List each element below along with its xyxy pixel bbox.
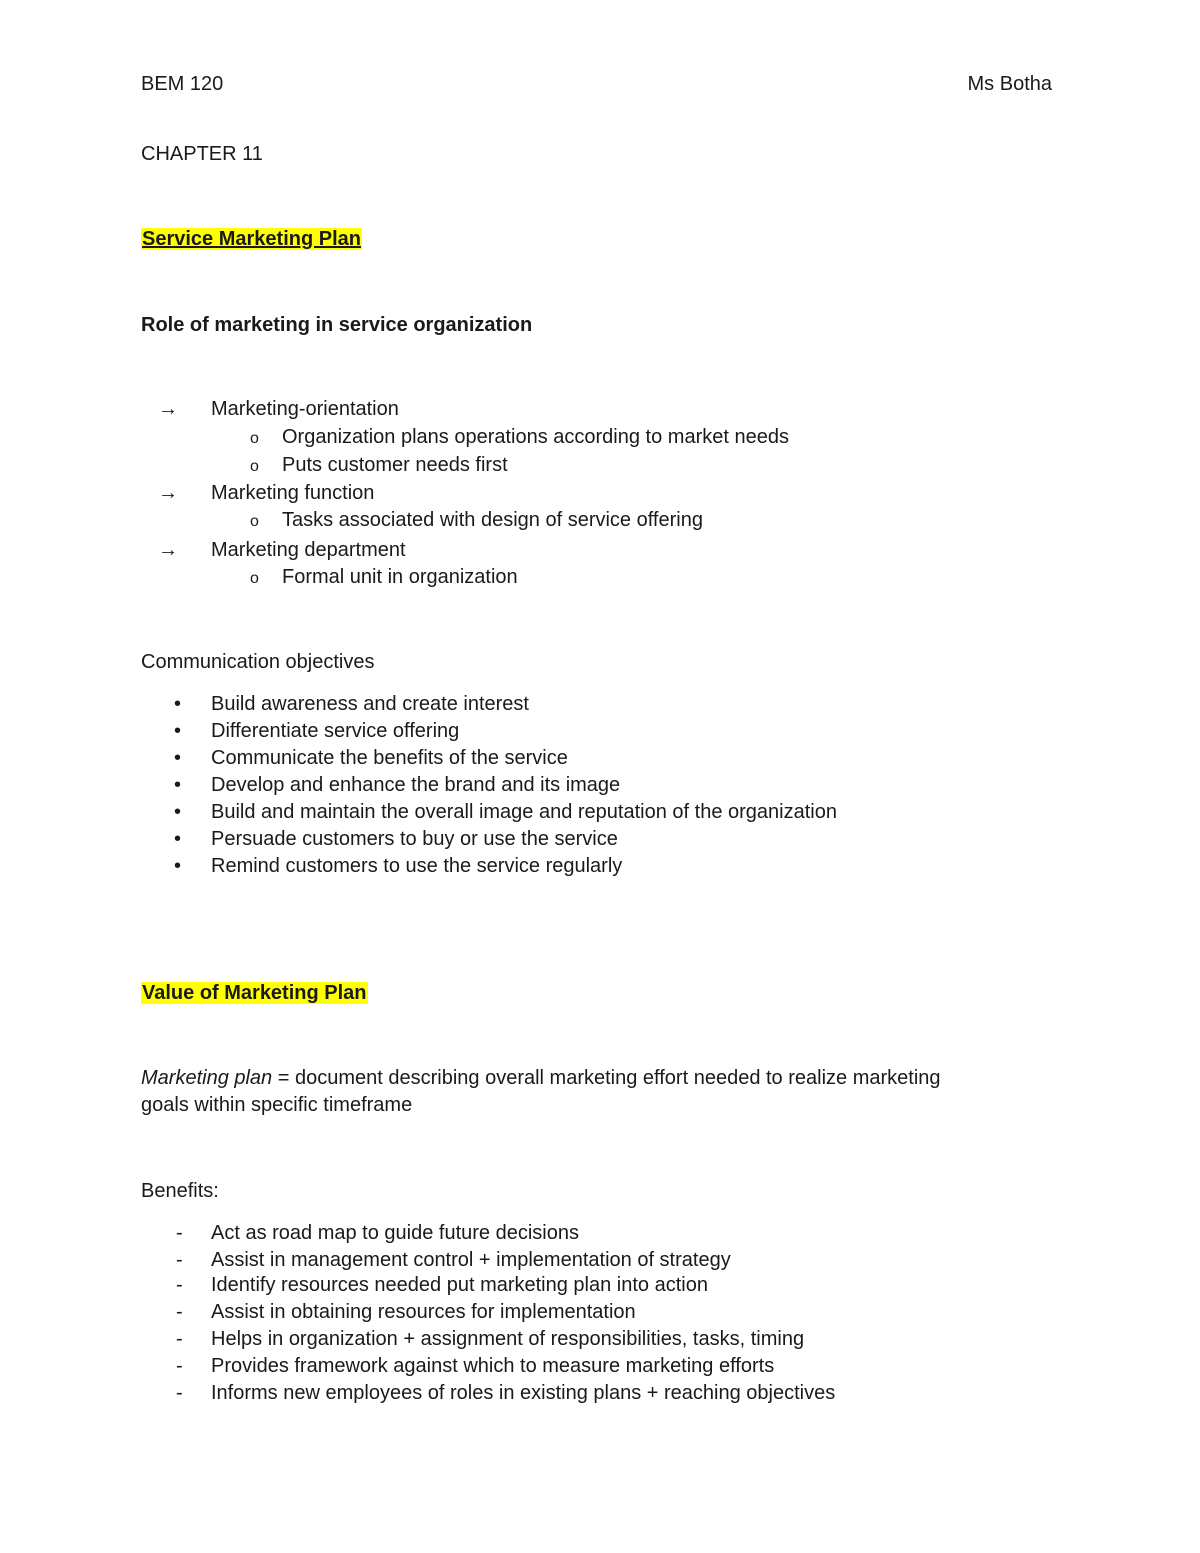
circle-bullet: o bbox=[250, 430, 259, 447]
section-title-service-marketing-plan bbox=[141, 227, 362, 251]
arrow-bullet: → bbox=[158, 539, 178, 561]
dot-bullet: • bbox=[174, 774, 182, 796]
dash-bullet: - bbox=[176, 1382, 183, 1404]
circle-bullet: o bbox=[250, 458, 259, 475]
dash-bullet: - bbox=[176, 1222, 183, 1244]
dash-bullet: - bbox=[176, 1355, 183, 1377]
highlighted-title: Value of Marketing Plan bbox=[142, 982, 367, 1004]
definition-text: = document describing overall marketing effort needed to realize marketing bbox=[272, 1067, 941, 1089]
course-code: BEM 120 bbox=[141, 73, 224, 95]
dash-bullet: - bbox=[176, 1249, 183, 1271]
communication-heading: Communication objectives bbox=[141, 651, 375, 673]
dash-bullet: - bbox=[176, 1301, 183, 1323]
document-page: BEM 120 Ms Botha CHAPTER 11 Service Marketing Plan Role of marketing in service organization → Marketing-orientation o Organization plans operations according to market needs o Puts customer needs first → Marketing function o Tasks associated with design of service offering → Marketing department o Formal unit in organization Communication objectives • Build awareness and create interest • Differentiate service offering • Communicate the benefits of the service • Develop and enhance the brand and its image • Build and maintain the overall image and reputation of the organization • Persuade customers to buy or use the service • Remind customers to use the service regularly Value of Marketing Plan Marketing plan = document describing overall marketing effort needed to realize marketing goals within specific timeframe Benefits: - Act as road map to guide future decisions - Assist in management control + implementation of strategy - Identify resources needed put marketing plan into action - Assist in obtaining resources for implementation - Helps in organization + assignment of responsibilities, tasks, timing - Provides framework against which to measure marketing efforts - Informs new employees of roles in existing plans + reaching objectives bbox=[141, 73, 1052, 1404]
definition-line-2: goals within specific timeframe bbox=[141, 1094, 413, 1116]
dot-bullet: • bbox=[174, 801, 182, 823]
chapter-label: CHAPTER 11 bbox=[141, 143, 263, 165]
dash-bullet: - bbox=[176, 1274, 183, 1296]
dot-bullet: • bbox=[174, 828, 182, 850]
dot-bullet: • bbox=[174, 693, 182, 715]
circle-bullet: o bbox=[250, 570, 259, 587]
definition-term: Marketing plan bbox=[141, 1067, 273, 1089]
section-title-value-of-marketing-plan bbox=[141, 981, 368, 1005]
dot-bullet: • bbox=[174, 747, 182, 769]
dash-bullet: - bbox=[176, 1328, 183, 1350]
arrow-bullet: → bbox=[158, 398, 178, 420]
dot-bullet: • bbox=[174, 855, 182, 877]
lecturer-name: Ms Botha bbox=[967, 73, 1052, 95]
dot-bullet: • bbox=[174, 720, 182, 742]
definition-line-1 bbox=[141, 1066, 941, 1090]
benefits-heading: Benefits: bbox=[141, 1180, 219, 1202]
circle-bullet: o bbox=[250, 513, 259, 530]
section-subtitle: Role of marketing in service organization bbox=[141, 314, 533, 336]
arrow-bullet: → bbox=[158, 482, 178, 504]
highlighted-title: Service Marketing Plan bbox=[142, 228, 361, 250]
